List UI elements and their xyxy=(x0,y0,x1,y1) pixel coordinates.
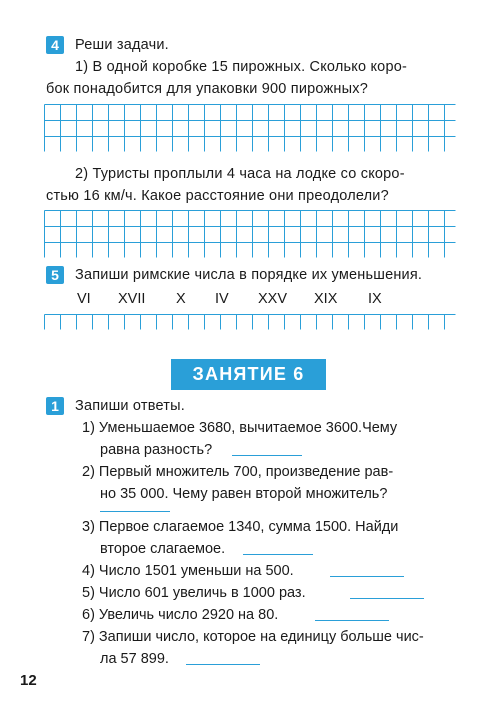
roman-numeral: IX xyxy=(368,291,382,307)
answer-blank-4[interactable] xyxy=(330,575,404,577)
roman-numeral: VI xyxy=(77,291,91,307)
task-4-problem-1-line-1: 1) В одной коробке 15 пирожных. Сколько коро- xyxy=(75,59,408,75)
task-5-title: Запиши римские числа в порядке их уменьшения. xyxy=(75,267,423,283)
item-4: 4) Число 1501 уменьши на 500. xyxy=(82,563,294,579)
item-7-line-1: 7) Запиши число, которое на единицу больше чис- xyxy=(82,629,424,645)
roman-numeral: XXV xyxy=(258,291,288,307)
answer-blank-1[interactable] xyxy=(232,454,302,456)
item-7-line-2: ла 57 899. xyxy=(100,651,169,667)
roman-numeral: XIX xyxy=(314,291,338,307)
task-4-title: Реши задачи. xyxy=(75,37,169,53)
page-number: 12 xyxy=(20,672,37,689)
task-1-number: 1 xyxy=(46,397,64,415)
task-4-problem-2-line-1: 2) Туристы проплыли 4 часа на лодке со скоро- xyxy=(75,166,405,182)
item-3-line-1: 3) Первое слагаемое 1340, сумма 1500. Найди xyxy=(82,519,399,535)
task-4-problem-2-line-2: стью 16 км/ч. Какое расстояние они преодолели? xyxy=(46,188,389,204)
item-5: 5) Число 601 увеличь в 1000 раз. xyxy=(82,585,306,601)
item-3-line-2: второе слагаемое. xyxy=(100,541,226,557)
answer-grid-1[interactable] xyxy=(44,104,456,152)
task-4-number: 4 xyxy=(46,36,64,54)
item-2-line-1: 2) Первый множитель 700, произведение рав- xyxy=(82,464,394,480)
answer-grid-3[interactable] xyxy=(44,314,456,330)
answer-blank-2[interactable] xyxy=(100,510,170,512)
answer-blank-3[interactable] xyxy=(243,553,313,555)
item-6: 6) Увеличь число 2920 на 80. xyxy=(82,607,279,623)
task-1-title: Запиши ответы. xyxy=(75,398,185,414)
roman-numeral: XVII xyxy=(118,291,146,307)
answer-grid-2[interactable] xyxy=(44,210,456,258)
answer-blank-6[interactable] xyxy=(315,619,389,621)
task-5-number: 5 xyxy=(46,266,64,284)
lesson-title: ЗАНЯТИЕ 6 xyxy=(171,359,326,390)
roman-numeral: IV xyxy=(215,291,229,307)
task-4-problem-1-line-2: бок понадобится для упаковки 900 пирожных? xyxy=(46,81,368,97)
item-1-line-2: равна разность? xyxy=(100,442,213,458)
answer-blank-7[interactable] xyxy=(186,663,260,665)
answer-blank-5[interactable] xyxy=(350,597,424,599)
item-2-line-2: но 35 000. Чему равен второй множитель? xyxy=(100,486,388,502)
item-1-line-1: 1) Уменьшаемое 3680, вычитаемое 3600.Чему xyxy=(82,420,398,436)
roman-numeral: X xyxy=(176,291,186,307)
